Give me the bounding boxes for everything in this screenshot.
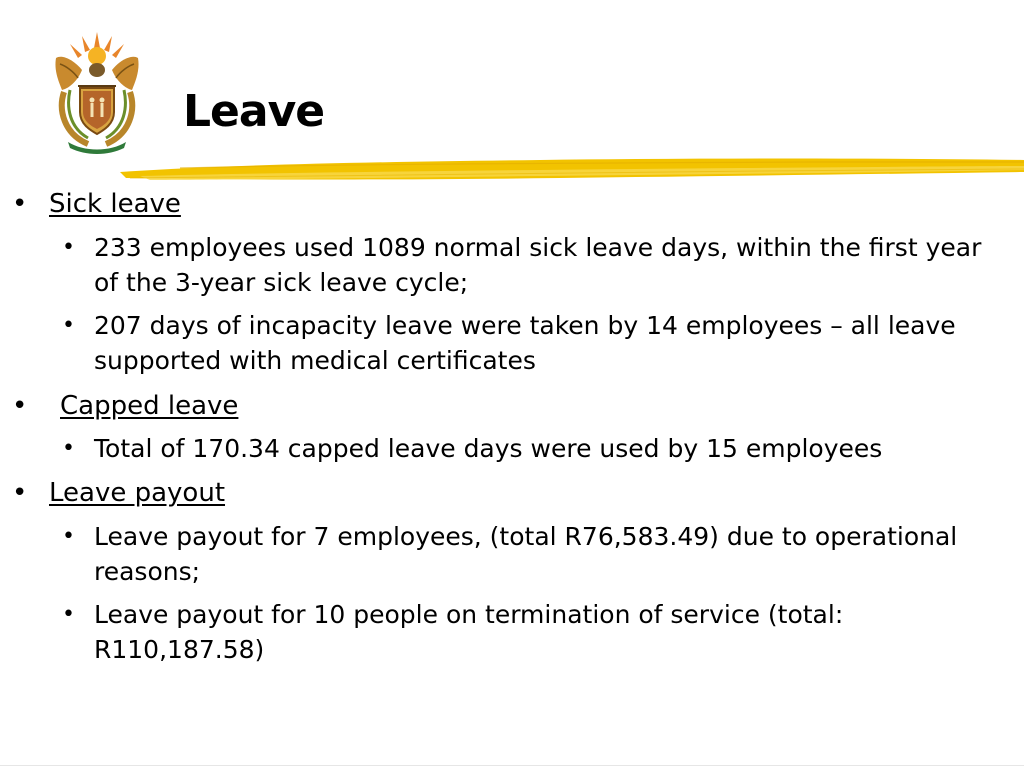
list-item [62, 597, 1002, 667]
sub-bullet: • [62, 235, 75, 260]
section-heading-label: Leave payout [49, 478, 226, 508]
sub-bullet: • [62, 602, 75, 627]
sub-bullet: • [62, 436, 75, 461]
list-item-text: 207 days of incapacity leave were taken by 14 employees – all leave supported with medical certificates [94, 311, 956, 375]
list-item-text: 233 employees used 1089 normal sick leave days, within the first year of the 3-year sick leave cycle; [94, 233, 982, 297]
slide-title: Leave [183, 86, 325, 137]
list-item-text: Total of 170.34 capped leave days were used by 15 employees [94, 434, 883, 463]
list-item-text: Leave payout for 7 employees, (total R76,583.49) due to operational reasons; [94, 522, 958, 586]
list-item [62, 308, 1002, 378]
list-item [62, 431, 1002, 466]
sub-bullet: • [62, 313, 75, 338]
section-heading-label: Sick leave [49, 189, 181, 219]
section-heading-label: Capped leave [60, 391, 239, 421]
coat-of-arms-icon [48, 30, 146, 154]
footer-divider [0, 765, 1024, 766]
list-item-text: Leave payout for 10 people on termination of service (total: R110,187.58) [94, 600, 844, 664]
list-item [62, 230, 1002, 300]
bullet: • [12, 478, 28, 508]
title-brush-stroke [120, 148, 1024, 188]
list-item [62, 519, 1002, 589]
bullet: • [12, 391, 28, 421]
bullet: • [12, 189, 28, 219]
sub-bullet: • [62, 524, 75, 549]
